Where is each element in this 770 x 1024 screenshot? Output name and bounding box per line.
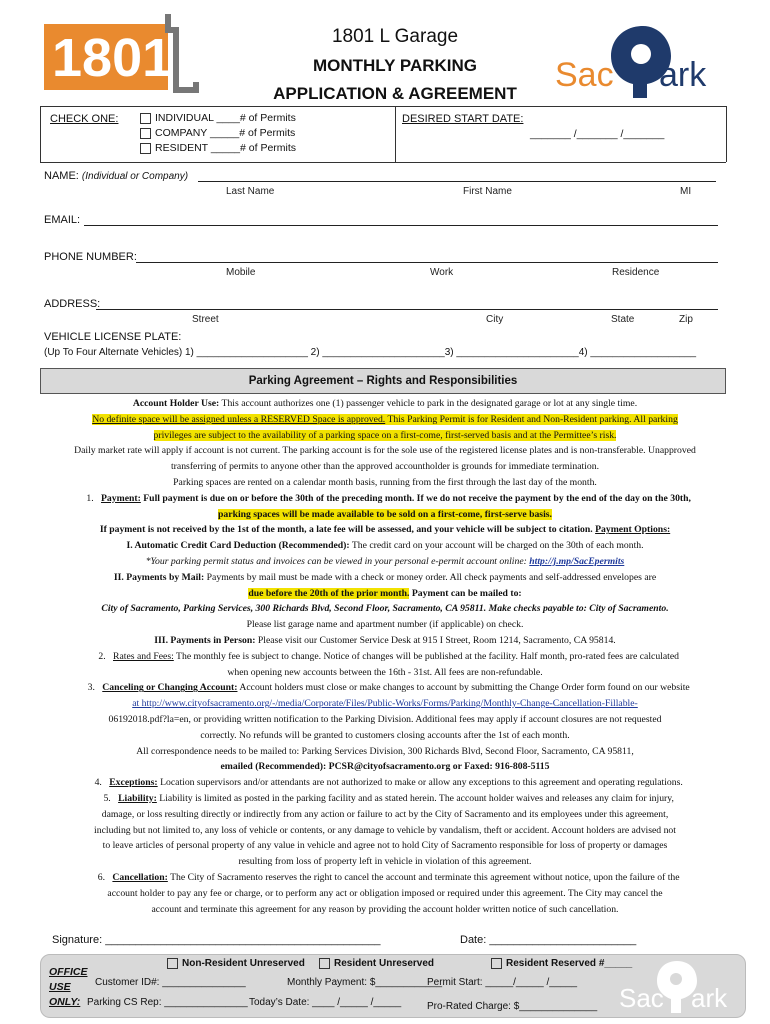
address-input[interactable] — [96, 309, 718, 310]
start-date-label: DESIRED START DATE: — [402, 113, 524, 125]
check-one-label: CHECK ONE: — [50, 113, 119, 125]
date-field[interactable]: Date: ________________________ — [460, 934, 637, 946]
prorated-charge-field[interactable]: Pro-Rated Charge: $______________ — [427, 1001, 598, 1012]
email-label: EMAIL: — [44, 214, 81, 226]
page-subtitle-2: APPLICATION & AGREEMENT — [273, 84, 517, 103]
res-reserved-checkbox[interactable]: Resident Reserved #_____ — [491, 958, 632, 969]
address-sub-city: City — [486, 314, 504, 325]
start-date-field[interactable]: _______ /_______ /_______ — [530, 128, 665, 140]
sacpark-logo — [555, 20, 735, 100]
1801-logo-text: 1801 — [52, 28, 173, 88]
page-title: 1801 L Garage — [331, 26, 459, 47]
address-sub-state: State — [611, 314, 635, 325]
checkbox-individual[interactable] — [140, 113, 151, 124]
cancel-form-link[interactable]: at http://www.cityofsacramento.org/-/media/Corporate/Files/Public-Works/Forms/Parking/Monthly-Change-Cancellation-Fillable- — [132, 698, 638, 710]
signature-field[interactable]: Signature: _____________________________________________ — [52, 934, 381, 946]
address-sub-zip: Zip — [679, 314, 693, 325]
section-bar-agreement: Parking Agreement – Rights and Responsibilities — [40, 368, 726, 394]
check-option-resident[interactable]: RESIDENT _____# of Permits — [140, 142, 296, 154]
name-label: NAME: (Individual or Company) — [44, 170, 189, 182]
name-sub-first: First Name — [463, 186, 512, 197]
monthly-payment-field[interactable]: Monthly Payment: $____________ — [287, 977, 443, 988]
office-use-label: OFFICE USE ONLY: — [49, 966, 88, 1008]
phone-sub-residence: Residence — [612, 267, 660, 278]
check-option-individual[interactable]: INDIVIDUAL ____# of Permits — [140, 112, 296, 124]
name-input[interactable] — [198, 181, 716, 182]
check-option-company[interactable]: COMPANY _____# of Permits — [140, 127, 295, 139]
name-sub-last: Last Name — [226, 186, 275, 197]
svg-text:ark: ark — [659, 56, 707, 94]
1801-logo — [44, 8, 204, 96]
office-sacpark-logo — [617, 957, 737, 1015]
res-checkbox[interactable]: Resident Unreserved — [319, 958, 434, 969]
svg-text:ark: ark — [691, 983, 728, 1013]
agreement-body: Account Holder Use: This account authorizes one (1) passenger vehicle to park in the designated garage or lot at any single time. No definite space will be assigned unless a RESERVED Space is approved. This Parking Permit is for Resident and Non-Resident parking. All parking privileges are subject to the availability of a parking space on a first-come, first-served basis and at the Permittee’s risk. Daily market rate will apply if account is not current. The parking account is for the sole use of the registered license plates and is non-transferable. Unapproved transferring of permits to anyone other than the approved accountholder is grounds for immediate termination. Parking spaces are rented on a calendar month basis, running from the first through the last day of the month. 1. Payment: Full payment is due on or before the 30th of the preceding month. If we do not receive the payment by the end of the day on the 30th, parking spaces will be made available to be sold on a first-come, first-serve basis. If payment is not received by the 1st of the month, a late fee will be assessed, and your vehicle will be subject to citation. Payment Options: I. Automatic Credit Card Deduction (Recommended): The credit card on your account will be charged on the 30th of each month. *Your parking permit status and invoices can be viewed in your personal e-permit account online: http://j.mp/SacEpermits II. Payments by Mail: Payments by mail must be made with a check or money order. All check payments and self-addressed envelopes are due before the 20th of the prior month. Payment can be mailed to: City of Sacramento, Parking Services, 300 Richards Blvd, Second Floor, Sacramento, CA 95811. Make checks payable to: City of Sacramento. Please list garage name and apartment number (if applicable) on check. III. Payments in Person: Please visit our Customer Service Desk at 915 I Street, Room 1214, Sacramento, CA 95814. 2. Rates and Fees: The monthly fee is subject to change. Notice of changes will be published at the facility. Half month, pro-rated fees are calculated when opening new accounts between the 16th - 31st. All fees are non-refundable. 3. Canceling or Changing Account: Account holders must close or make changes to account by submitting the Change Order form found on our website at http://www.cityofsacramento.org/-/media/Corporate/Files/Public-Works/Forms/Parking/Monthly-Change-Cancellation-Fillable- 06192018.pdf?la=en, or providing written notification to the Parking Division. Additional fees may apply if account closures are not requested correctly. No refunds will be granted to customers closing accounts after the 1st of each month. All correspondence needs to be mailed to: Parking Services Division, 300 Richards Blvd, Second Floor, Sacramento, CA 95811, emailed (Recommended): PCSR@cityofsacramento.org or Faxed: 916-808-5115 4. Exceptions: Location supervisors and/or attendants are not authorized to make or allow any exceptions to this agreement and operating regulations. 5. Liability: Liability is limited as posted in the parking facility and as stated herein. The account holder waives and releases any claim for injury, damage, or loss resulting directly or indirectly from any action or failure to act by the City of Sacramento and its employees under this agreement, including but not limited to, any loss of vehicle or contents, or any damage to vehicle by vandalism, theft or accident. Account holders are advised not to leave articles of personal property of any value in vehicle and agree not to hold City of Sacramento responsible for loss of property or damages resulting from loss of property left in vehicle in violation of this agreement. 6. Cancellation: The City of Sacramento reserves the right to cancel the account and terminate this agreement without notice, upon the failure of the account holder to pay any fee or charge, or to perform any act or obligation imposed or required under this agreement. The City may cancel the account and terminate this agreement for any reason by providing the account holder written notice of such cancellation. — [74, 398, 696, 915]
page-subtitle-1: MONTHLY PARKING — [312, 56, 478, 75]
name-sub-mi: MI — [680, 186, 692, 197]
permit-start-field[interactable]: Permit Start: _____/_____ /_____ — [427, 977, 578, 988]
phone-input[interactable] — [136, 262, 718, 263]
phone-label: PHONE NUMBER: — [44, 251, 137, 263]
svg-text:Sac: Sac — [619, 983, 664, 1013]
cs-rep-field[interactable]: Parking CS Rep: _______________ — [87, 997, 248, 1008]
customer-id-field[interactable]: Customer ID#: _______________ — [95, 977, 246, 988]
vehicle-plates-line[interactable]: (Up To Four Alternate Vehicles) 1) ____________________ 2) ______________________3) ______________________4) ___________________ — [44, 347, 697, 358]
email-input[interactable] — [84, 225, 718, 226]
nonres-checkbox[interactable]: Non-Resident Unreserved — [167, 958, 305, 969]
epermit-link[interactable]: http://j.mp/SacEpermits — [529, 555, 625, 567]
checkbox-resident[interactable] — [140, 143, 151, 154]
address-sub-street: Street — [192, 314, 219, 325]
todays-date-field[interactable]: Today’s Date: ____ /_____ /_____ — [249, 997, 402, 1008]
phone-sub-mobile: Mobile — [226, 267, 256, 278]
phone-sub-work: Work — [430, 267, 454, 278]
address-label: ADDRESS: — [44, 298, 101, 310]
checkbox-company[interactable] — [140, 128, 151, 139]
svg-text:Sac: Sac — [555, 56, 614, 94]
office-use-box — [40, 954, 746, 1018]
vehicle-label: VEHICLE LICENSE PLATE: — [44, 331, 182, 343]
